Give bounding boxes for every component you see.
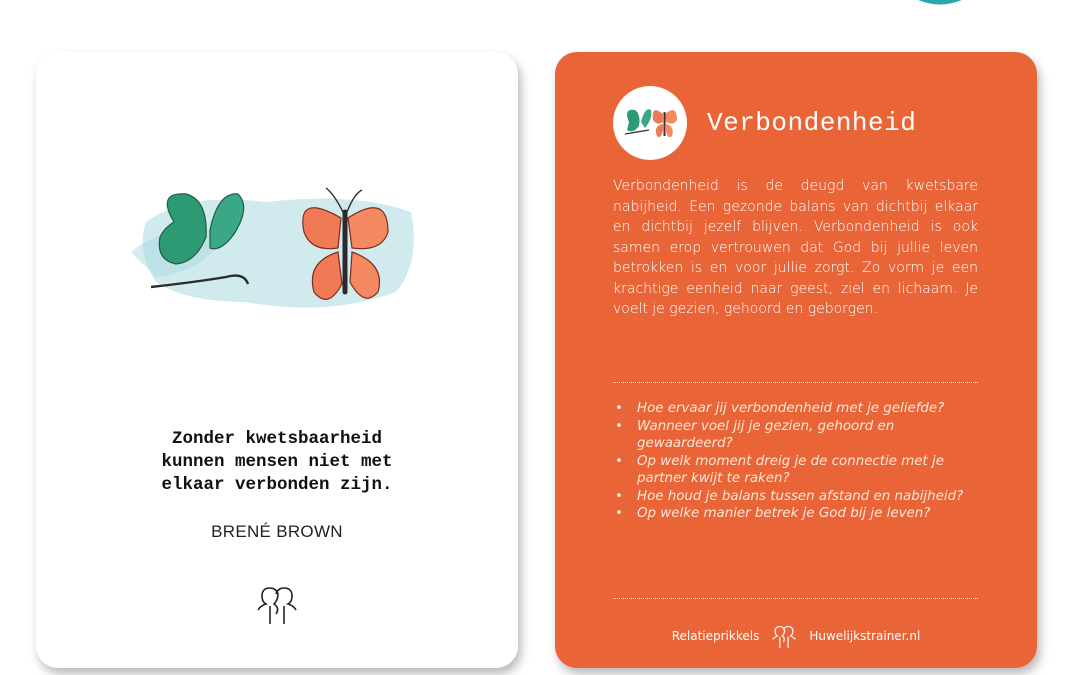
info-card-back bbox=[555, 52, 1037, 668]
dotted-divider bbox=[613, 598, 978, 599]
card-title: Verbondenheid bbox=[707, 108, 917, 138]
card-footer bbox=[555, 624, 1037, 648]
quote-line: Zonder kwetsbaarheid bbox=[171, 429, 383, 449]
dotted-divider bbox=[613, 382, 978, 383]
quote-line: kunnen mensen niet met bbox=[161, 452, 393, 472]
brand-corner-logo bbox=[880, 0, 1000, 22]
quote-author: BRENÉ BROWN bbox=[211, 522, 343, 541]
quote-text bbox=[36, 428, 518, 497]
quote-card-front bbox=[36, 52, 518, 668]
question-item: • Op welk moment dreig je de connectie met je partner kwijt te raken? bbox=[613, 453, 983, 488]
butterflies-icon bbox=[619, 96, 681, 148]
two-faces-logo-icon bbox=[769, 623, 799, 649]
footer-website-label: Huwelijkstrainer.nl bbox=[809, 629, 921, 643]
question-item: • Op welke manier betrek je God bij je leven? bbox=[613, 505, 983, 523]
quote-line: elkaar verbonden zijn. bbox=[161, 475, 393, 495]
butterflies-illustration bbox=[126, 152, 426, 352]
badge bbox=[613, 86, 687, 160]
description-text: Verbondenheid is de deugd van kwetsbare nabijheid. Een gezonde balans van dichtbij elkaar en dichtbij jezelf blijven. Verbondenheid is ook samen erop vertrouwen dat God bij jullie leven betrokken is en voor jullie zorgt. Zo vorm je een krachtige eenheid naar geest, ziel en lichaam. Je voelt je gezien, gehoord en geborgen. bbox=[613, 178, 978, 317]
question-item: • Hoe ervaar jij verbondenheid met je geliefde? bbox=[613, 400, 983, 418]
two-faces-logo-icon bbox=[252, 580, 302, 628]
question-item: • Wanneer voel jij je gezien, gehoord en gewaardeerd? bbox=[613, 418, 983, 453]
footer-brand-left: Relatieprikkels bbox=[671, 629, 760, 643]
question-item: • Hoe houd je balans tussen afstand en nabijheid? bbox=[613, 488, 983, 506]
question-list bbox=[613, 400, 983, 523]
